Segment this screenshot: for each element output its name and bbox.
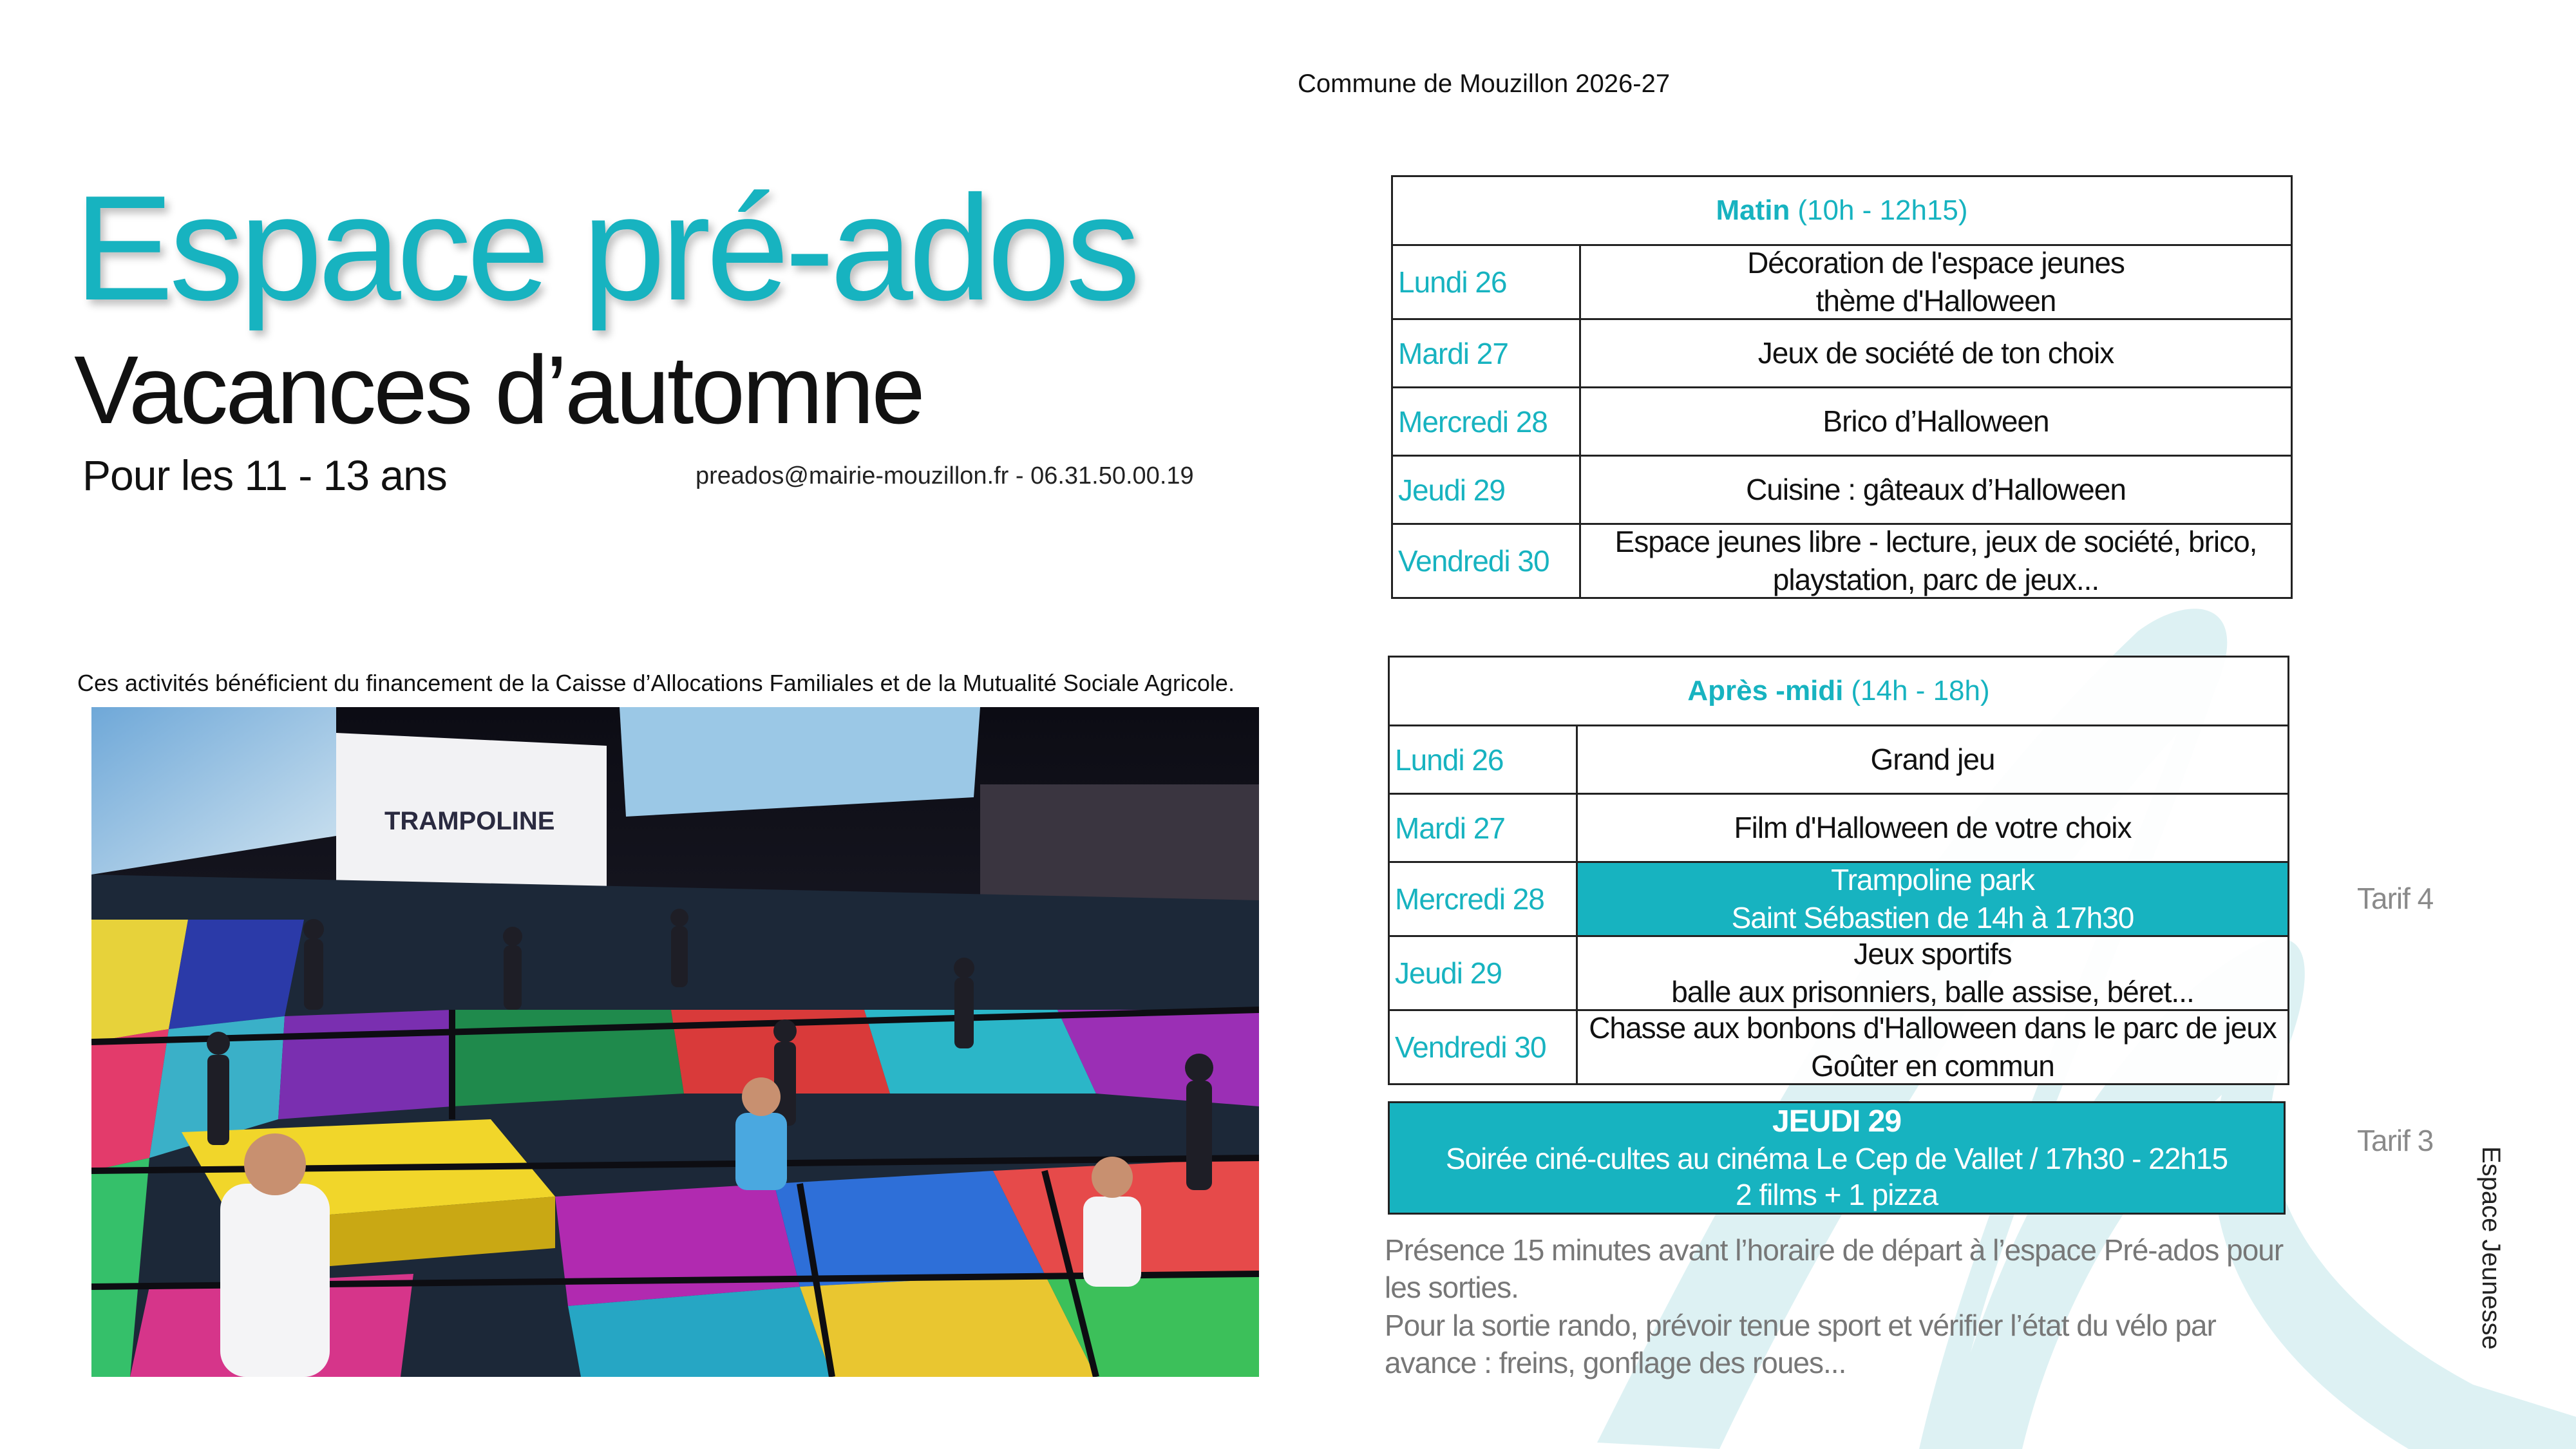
tarif-3-label: Tarif 3 [2357, 1124, 2434, 1157]
afternoon-label: Après -midi [1687, 675, 1844, 706]
photo-sign-text: TRAMPOLINE [384, 807, 555, 835]
activity-line: thème d'Halloween [1815, 284, 2056, 317]
morning-label: Matin [1716, 194, 1790, 226]
activity-line: Cuisine : gâteaux d’Halloween [1746, 473, 2126, 507]
activity-line: Goûter en commun [1811, 1049, 2054, 1083]
day-cell: Mercredi 28 [1390, 863, 1578, 935]
page-subtitle: Vacances d’automne [74, 336, 923, 444]
vertical-label: Espace Jeunesse [2477, 1146, 2505, 1350]
day-cell: Mardi 27 [1393, 320, 1581, 386]
table-row [1393, 246, 2291, 320]
morning-header [1393, 177, 2291, 246]
funding-note: Ces activités bénéficient du financement de la Caisse d’Allocations Familiales et de la Mutualité Sociale Agricole. [77, 670, 1235, 696]
table-row [1390, 863, 2287, 937]
activity-cell-highlighted [1578, 863, 2287, 935]
activity-cell [1581, 525, 2291, 597]
activity-line: Jeux de société de ton choix [1757, 336, 2114, 370]
afternoon-hours: (14h - 18h) [1851, 675, 1990, 706]
activity-cell [1578, 795, 2287, 861]
notes [1385, 1231, 2312, 1382]
activity-cell [1578, 1011, 2287, 1083]
activity-cell [1581, 320, 2291, 386]
activity-line: Film d'Halloween de votre choix [1734, 811, 2132, 845]
day-cell: Mercredi 28 [1393, 388, 1581, 455]
day-cell: Mardi 27 [1390, 795, 1578, 861]
activity-line: Saint Sébastien de 14h à 17h30 [1731, 901, 2134, 934]
table-row [1390, 795, 2287, 863]
table-row [1393, 525, 2291, 597]
day-cell: Vendredi 30 [1393, 525, 1581, 597]
special-event-box [1388, 1101, 2286, 1215]
activity-cell [1578, 937, 2287, 1009]
day-cell: Jeudi 29 [1393, 457, 1581, 523]
table-row [1393, 320, 2291, 388]
vertical-label-container [2467, 1146, 2518, 1359]
table-row [1390, 726, 2287, 795]
day-cell: Jeudi 29 [1390, 937, 1578, 1009]
activity-cell [1578, 726, 2287, 793]
day-cell: Lundi 26 [1393, 246, 1581, 318]
note-line: Présence 15 minutes avant l’horaire de départ à l’espace Pré-ados pour les sorties. [1385, 1233, 2284, 1305]
afternoon-schedule-table [1388, 656, 2289, 1085]
trampoline-park-photo [91, 707, 1259, 1377]
activity-cell [1581, 457, 2291, 523]
tarif-4-label: Tarif 4 [2357, 882, 2434, 915]
special-event-title: JEUDI 29 [1772, 1104, 1902, 1139]
morning-hours: (10h - 12h15) [1797, 194, 1968, 226]
activity-line: Décoration de l'espace jeunes [1747, 246, 2125, 280]
table-row [1393, 388, 2291, 457]
activity-line: Brico d’Halloween [1823, 404, 2049, 439]
special-event-details: Soirée ciné-cultes au cinéma Le Cep de Vallet / 17h30 - 22h15 [1445, 1142, 2228, 1176]
table-row [1393, 457, 2291, 525]
morning-schedule-table [1391, 175, 2293, 599]
special-event-offer: 2 films + 1 pizza [1735, 1178, 1938, 1212]
activity-line: Grand jeu [1870, 743, 1995, 777]
activity-line: Jeux sportifs [1853, 937, 2012, 971]
table-row [1390, 937, 2287, 1011]
activity-line: playstation, parc de jeux... [1772, 563, 2099, 596]
activity-line: balle aux prisonniers, balle assise, béret... [1671, 975, 2194, 1009]
table-row [1390, 1011, 2287, 1083]
activity-cell [1581, 388, 2291, 455]
activity-cell [1581, 246, 2291, 318]
age-range: Pour les 11 - 13 ans [82, 451, 447, 499]
note-line: Pour la sortie rando, prévoir tenue sport et vérifier l’état du vélo par avance : freins, gonflage des roues... [1385, 1308, 2216, 1380]
commune-header: Commune de Mouzillon 2026-27 [1298, 70, 1671, 98]
activity-line: Espace jeunes libre - lecture, jeux de société, brico, [1615, 525, 2257, 559]
page-title: Espace pré-ados [74, 165, 1136, 332]
contact-info: preados@mairie-mouzillon.fr - 06.31.50.00.19 [696, 462, 1194, 489]
day-cell: Vendredi 30 [1390, 1011, 1578, 1083]
activity-line: Chasse aux bonbons d'Halloween dans le parc de jeux [1589, 1011, 2277, 1045]
activity-line: Trampoline park [1831, 863, 2034, 897]
afternoon-header [1390, 658, 2287, 726]
day-cell: Lundi 26 [1390, 726, 1578, 793]
